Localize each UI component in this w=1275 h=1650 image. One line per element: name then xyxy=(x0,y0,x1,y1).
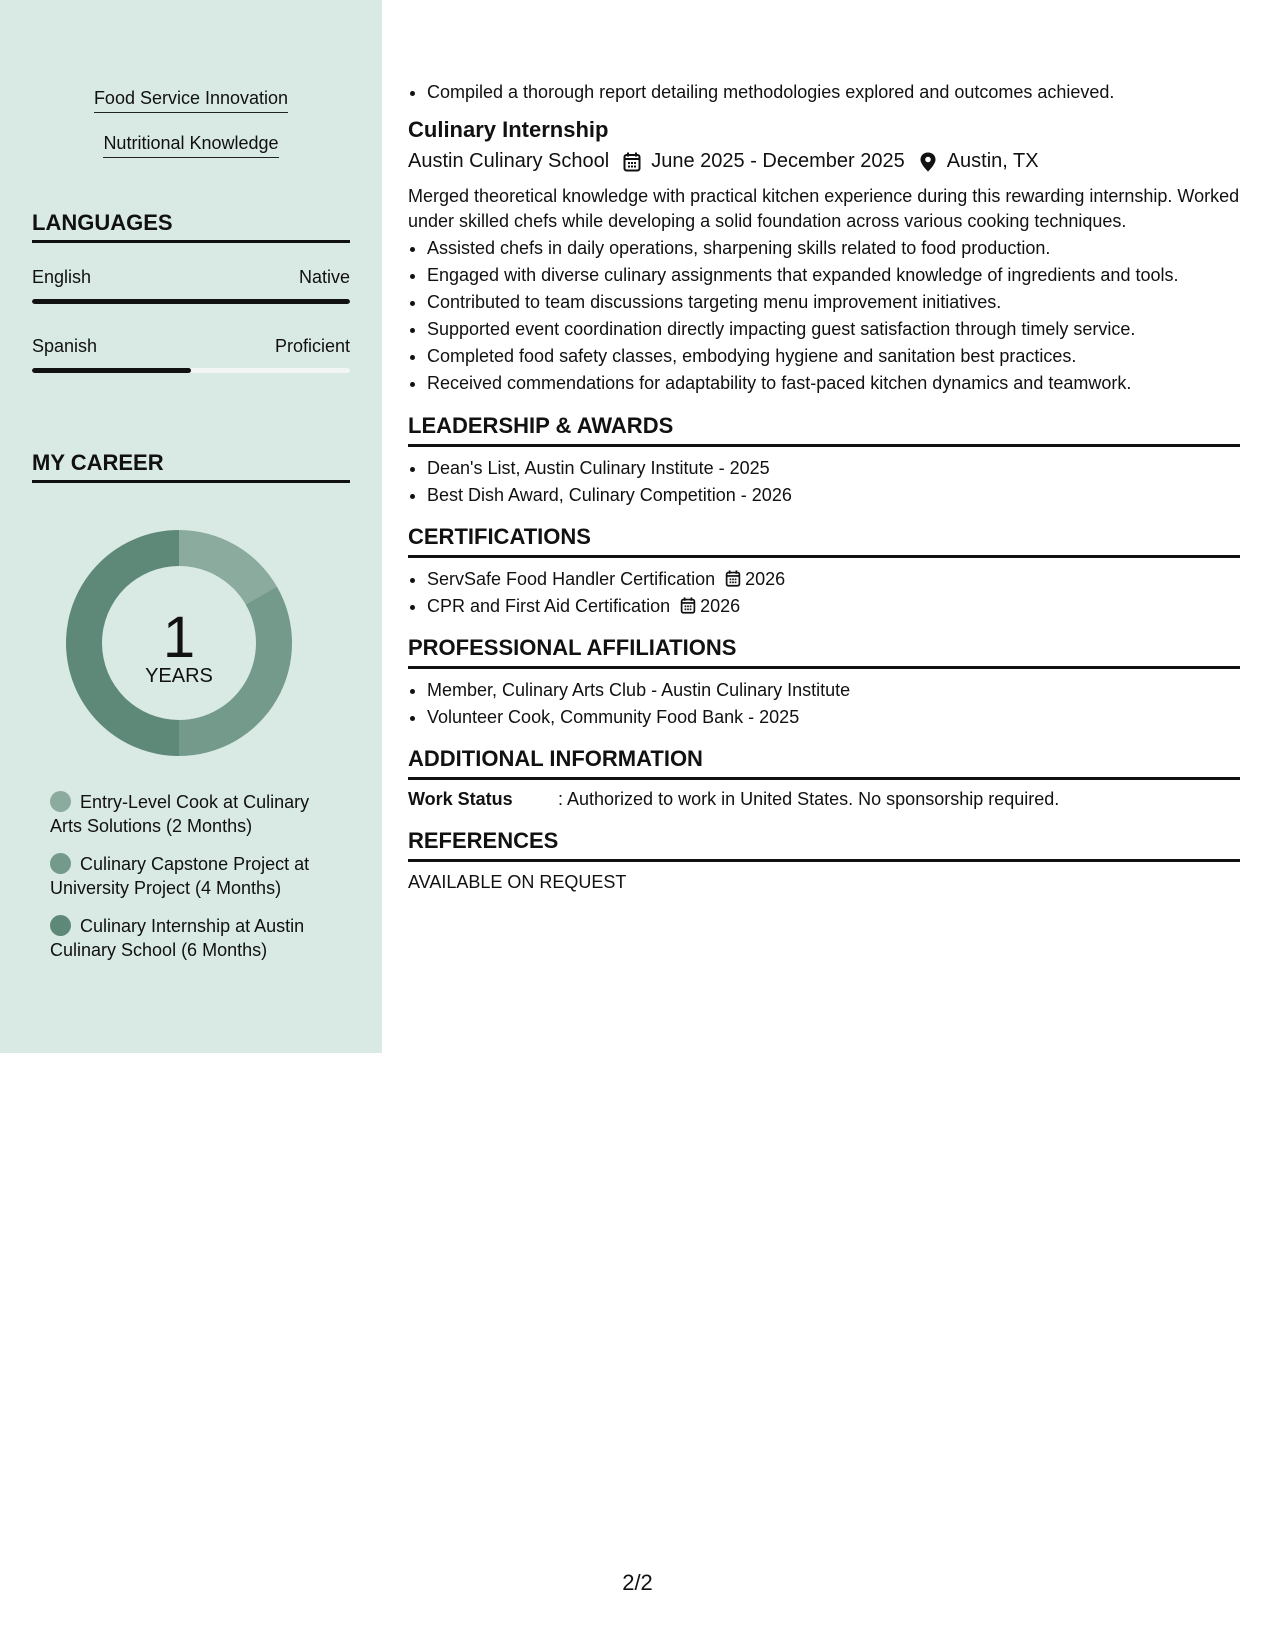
job-dates: June 2025 - December 2025 xyxy=(651,150,905,172)
additional-info-heading: ADDITIONAL INFORMATION xyxy=(408,746,1240,780)
career-donut-chart xyxy=(66,530,292,756)
sidebar xyxy=(0,0,382,1053)
leadership-list xyxy=(408,455,1240,509)
language-bar-fill xyxy=(32,368,191,373)
work-status-row xyxy=(408,789,1059,810)
language-bar-spanish xyxy=(32,368,350,373)
location-pin-icon xyxy=(919,152,937,172)
certifications-list xyxy=(408,566,1240,620)
career-heading: MY CAREER xyxy=(32,450,350,483)
work-status-label: Work Status xyxy=(408,789,513,809)
page-number: 2/2 xyxy=(622,1570,653,1595)
language-level: Native xyxy=(298,267,350,287)
legend-dot xyxy=(50,791,71,812)
job-meta xyxy=(408,150,1039,173)
career-unit: YEARS xyxy=(145,665,213,687)
legend-dot xyxy=(50,915,71,936)
bullet: • Compiled a thorough report detailing methodologies explored and outcomes achieved. xyxy=(427,79,1240,106)
job-title: Culinary Internship xyxy=(408,117,609,142)
affiliation-item: • Volunteer Cook, Community Food Bank - 2025 xyxy=(427,704,1240,731)
work-status-value: : Authorized to work in United States. No sponsorship required. xyxy=(558,789,1060,809)
award-item: • Best Dish Award, Culinary Competition - 2026 xyxy=(427,482,1240,509)
bullet: • Supported event coordination directly impacting guest satisfaction through timely service. xyxy=(427,316,1240,343)
skill-nutritional-knowledge: Nutritional Knowledge xyxy=(0,133,382,158)
language-name: Spanish xyxy=(32,336,98,356)
bullet: • Assisted chefs in daily operations, sharpening skills related to food production. xyxy=(427,235,1240,262)
certification-item: • ServSafe Food Handler Certification 2026 xyxy=(427,566,1240,593)
affiliations-list xyxy=(408,677,1240,731)
affiliation-item: • Member, Culinary Arts Club - Austin Culinary Institute xyxy=(427,677,1240,704)
references-text: AVAILABLE ON REQUEST xyxy=(408,872,627,892)
references-heading: REFERENCES xyxy=(408,828,1240,862)
calendar-icon xyxy=(725,570,741,587)
language-level: Proficient xyxy=(274,336,350,356)
previous-job-bullets xyxy=(408,79,1240,106)
language-bar-fill xyxy=(32,299,350,304)
certification-item: • CPR and First Aid Certification 2026 xyxy=(427,593,1240,620)
job-location: Austin, TX xyxy=(946,150,1039,172)
bullet: • Completed food safety classes, embodying hygiene and sanitation best practices. xyxy=(427,343,1240,370)
award-item: • Dean's List, Austin Culinary Institute - 2025 xyxy=(427,455,1240,482)
affiliations-heading: PROFESSIONAL AFFILIATIONS xyxy=(408,635,1240,669)
job-description: Merged theoretical knowledge with practical kitchen experience during this rewarding internship. Worked under skilled chefs while developing a solid foundation across various cooking techniques. xyxy=(408,186,1240,231)
career-item: Culinary Capstone Project at University Project (4 Months) xyxy=(50,854,310,898)
bullet: • Contributed to team discussions targeting menu improvement initiatives. xyxy=(427,289,1240,316)
calendar-icon xyxy=(680,597,696,614)
skill-food-service-innovation: Food Service Innovation xyxy=(0,88,382,113)
job-company: Austin Culinary School xyxy=(408,150,610,172)
language-row-spanish xyxy=(32,336,350,357)
leadership-heading: LEADERSHIP & AWARDS xyxy=(408,413,1240,447)
career-item: Entry-Level Cook at Culinary Arts Solutions (2 Months) xyxy=(50,792,310,836)
languages-heading: LANGUAGES xyxy=(32,210,350,243)
bullet: • Received commendations for adaptability to fast-paced kitchen dynamics and teamwork. xyxy=(427,370,1240,397)
certifications-heading: CERTIFICATIONS xyxy=(408,524,1240,558)
donut-segment-1 xyxy=(179,530,277,605)
legend-dot xyxy=(50,853,71,874)
language-name: English xyxy=(32,267,92,287)
job-bullets xyxy=(408,235,1240,397)
career-item: Culinary Internship at Austin Culinary School (6 Months) xyxy=(50,916,305,960)
calendar-icon xyxy=(623,152,641,172)
language-row-english xyxy=(32,267,350,288)
language-bar-english xyxy=(32,299,350,304)
career-total: 1 xyxy=(162,605,196,670)
bullet: • Engaged with diverse culinary assignments that expanded knowledge of ingredients and tools. xyxy=(427,262,1240,289)
